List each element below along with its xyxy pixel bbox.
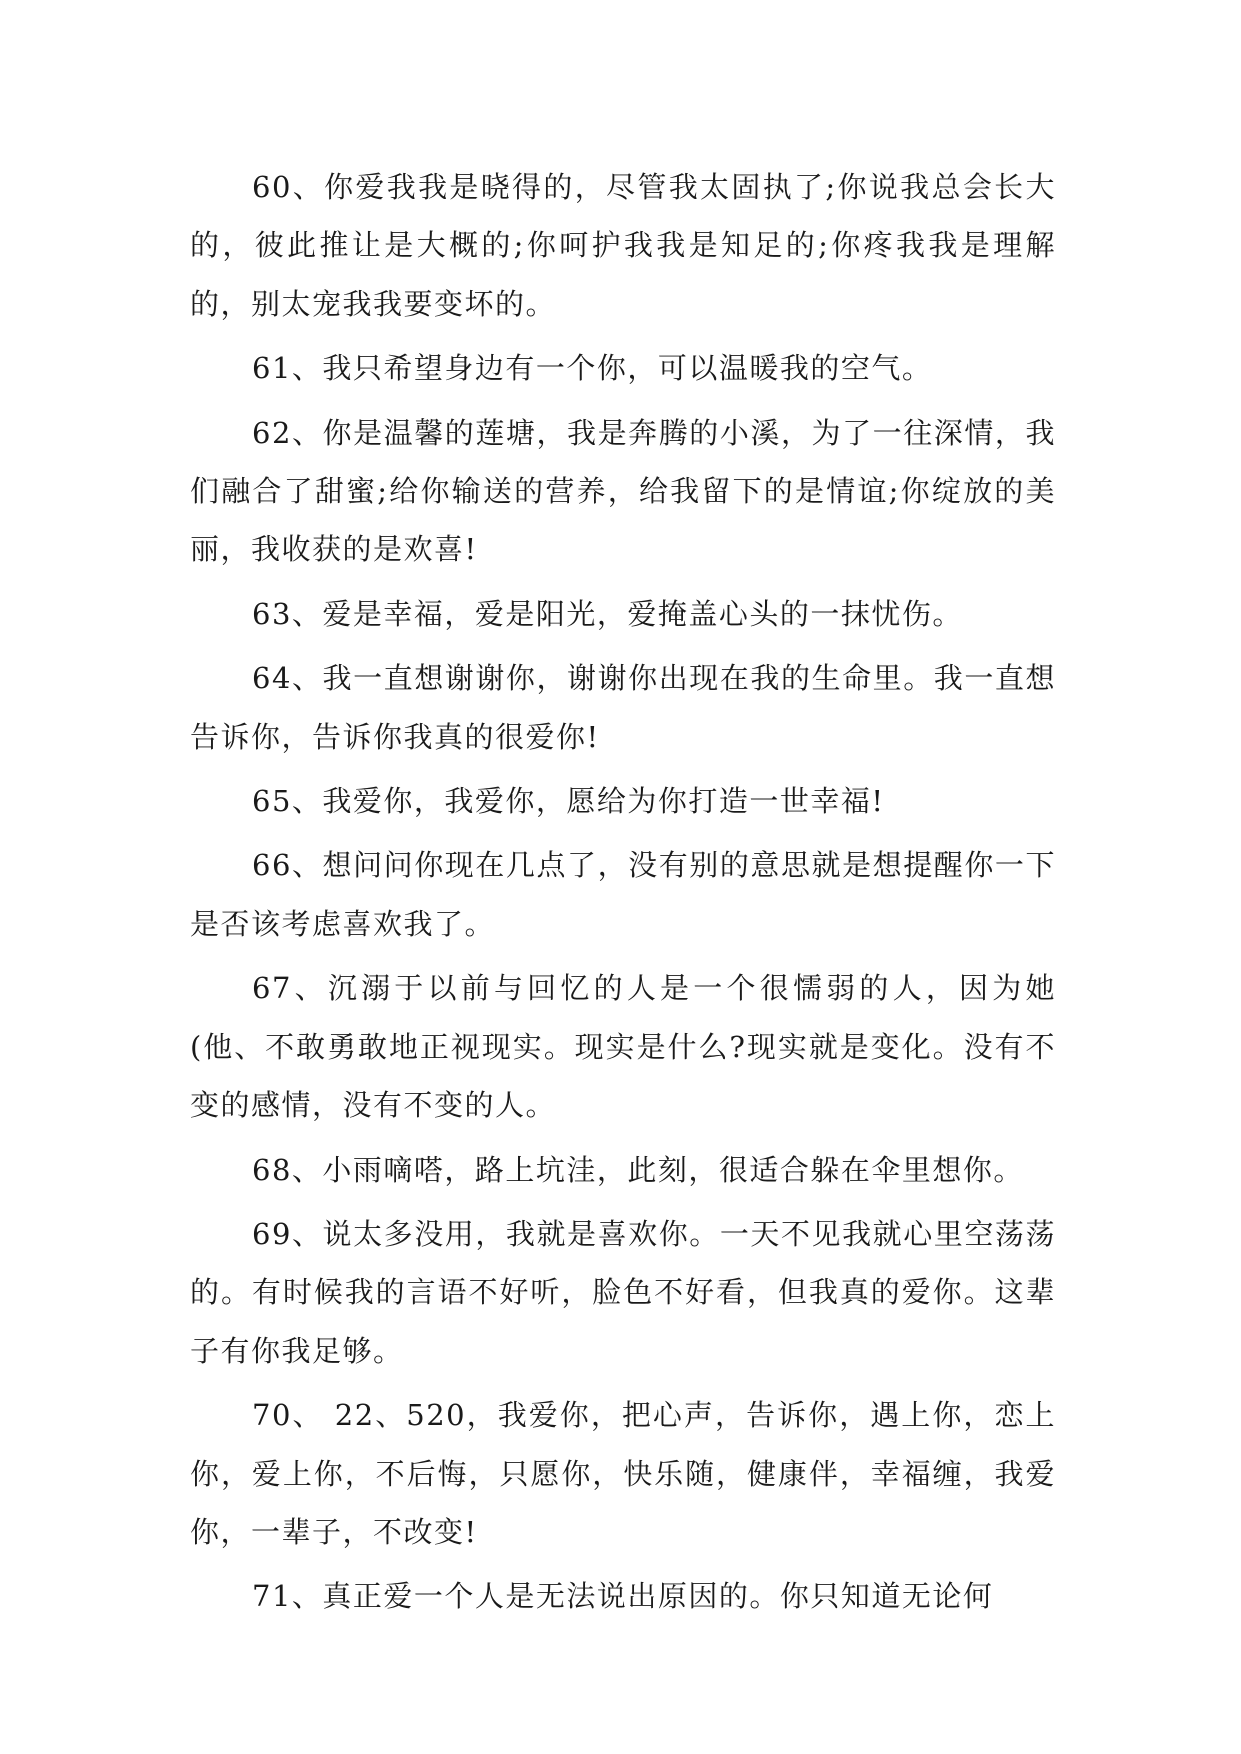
paragraph-68: 68、小雨嘀嗒，路上坑洼，此刻，很适合躲在伞里想你。 [252,1152,1024,1187]
paragraph-61: 61、我只希望身边有一个你，可以温暖我的空气。 [252,351,933,386]
paragraph-69: 69、说太多没用，我就是喜欢你。一天不见我就心里空荡荡的。有时候我的言语不好听，脸色不好看，但我真的爱你。这辈子有你我足够。 [190,1216,1056,1368]
document-body [190,158,1056,1632]
paragraph-71: 71、真正爱一个人是无法说出原因的。你只知道无论何 [252,1579,994,1614]
paragraph-67: 67、沉溺于以前与回忆的人是一个很懦弱的人，因为她(他、不敢勇敢地正视现实。现实是什么?现实就是变化。没有不变的感情，没有不变的人。 [190,971,1056,1123]
paragraph-65: 65、我爱你，我爱你，愿给为你打造一世幸福! [252,784,885,819]
paragraph-66: 66、想问问你现在几点了，没有别的意思就是想提醒你一下是否该考虑喜欢我了。 [190,848,1056,941]
paragraph-64: 64、我一直想谢谢你，谢谢你出现在我的生命里。我一直想告诉你，告诉你我真的很爱你! [190,661,1056,754]
paragraph-70: 70、 22、520，我爱你，把心声，告诉你，遇上你，恋上你，爱上你，不后悔，只愿你，快乐随，健康伴，幸福缠，我爱你，一辈子，不改变! [190,1398,1056,1549]
paragraph-60: 60、你爱我我是晓得的，尽管我太固执了;你说我总会长大的，彼此推让是大概的;你呵护我我是知足的;你疼我我是理解的，别太宠我我要变坏的。 [190,170,1056,321]
paragraph-63: 63、爱是幸福，爱是阳光，爱掩盖心头的一抹忧伤。 [252,596,963,631]
paragraph-62: 62、你是温馨的莲塘，我是奔腾的小溪，为了一往深情，我们融合了甜蜜;给你输送的营养，给我留下的是情谊;你绽放的美丽，我收获的是欢喜! [190,415,1056,567]
